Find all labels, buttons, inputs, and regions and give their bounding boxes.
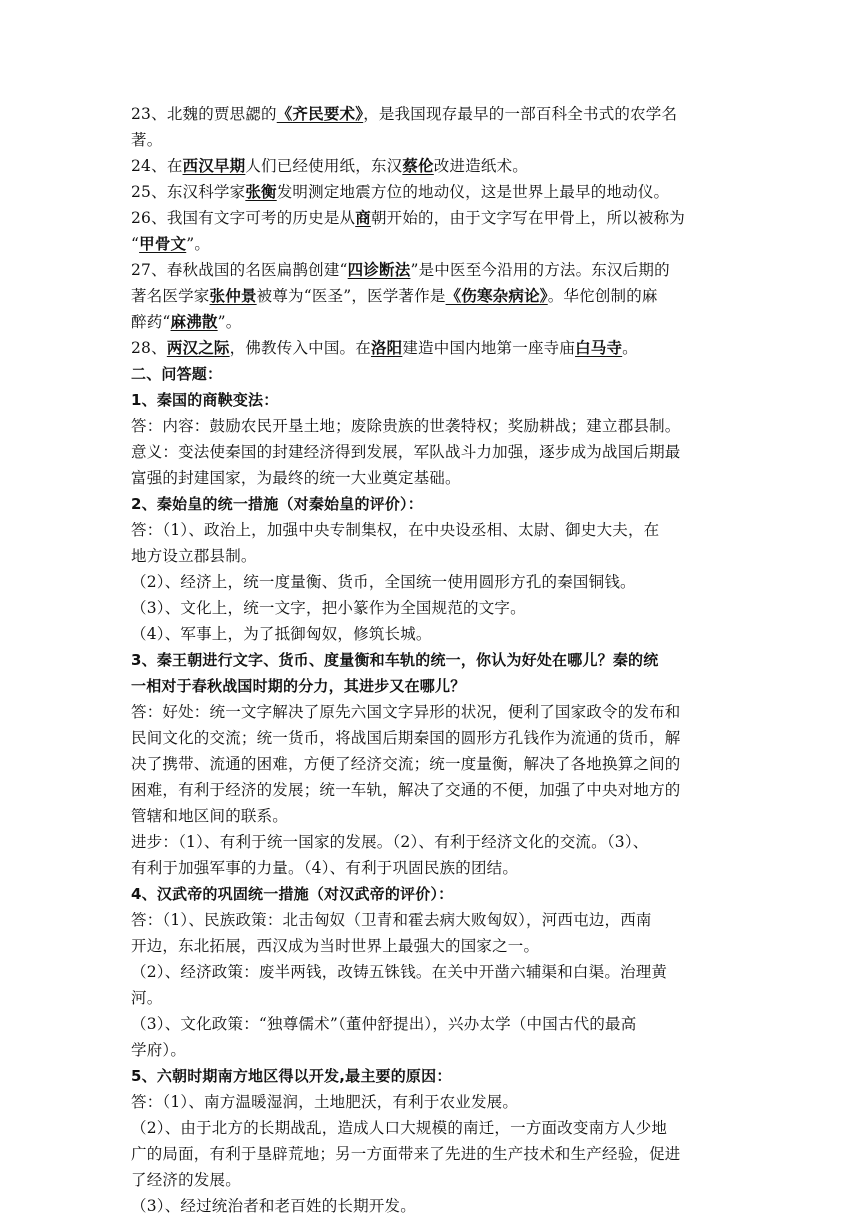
text-segment: 26、我国有文字可考的历史是从 [131,209,356,227]
text-segment: 改进造纸术。 [433,157,528,175]
text-segment: 。 [622,339,638,357]
text-segment: （3）、文化政策：“独尊儒术”（董仲舒提出），兴办太学（中国古代的最高 [131,1015,637,1033]
key-term: 甲骨文 [139,235,187,253]
text-line [131,127,731,153]
text-segment: 。华佗创制的麻 [547,287,658,305]
text-segment: （2）、经济上，统一度量衡、货币，全国统一使用圆形方孔的秦国铜钱。 [131,573,636,591]
text-segment: 答：（1）、南方温暖湿润，土地肥沃，有利于农业发展。 [131,1093,519,1111]
text-line [131,855,731,881]
text-line [131,335,731,361]
text-line [131,1089,731,1115]
section-heading [131,491,731,517]
text-segment: 发明测定地震方位的地动仪，这是世界上最早的地动仪。 [276,183,670,201]
text-segment: （3）、经过统治者和老百姓的长期开发。 [131,1197,416,1215]
text-segment: 5、六朝时期南方地区得以开发,最主要的原因： [131,1067,452,1085]
key-term: 商 [355,209,371,227]
text-segment: 2、秦始皇的统一措施（对秦始皇的评价）： [131,495,423,513]
text-segment: 开边，东北拓展，西汉成为当时世界上最强大的国家之一。 [131,937,540,955]
text-line [131,1037,731,1063]
text-line [131,1141,731,1167]
text-segment: 学府）。 [131,1041,187,1059]
text-segment: 一相对于春秋战国时期的分力，其进步又在哪儿？ [131,677,466,695]
key-term: 蔡伦 [402,157,434,175]
key-term: 张仲景 [209,287,257,305]
text-segment: 23、北魏的贾思勰的 [131,105,277,123]
text-line [131,465,731,491]
text-line [131,439,731,465]
section-heading [131,361,731,387]
text-line [131,101,731,127]
text-line [131,1011,731,1037]
text-segment: 朝开始的，由于文字写在甲骨上，所以被称为 [370,209,685,227]
text-line [131,959,731,985]
text-segment: 24、在 [131,157,183,175]
text-segment: 3、秦王朝进行文字、货币、度量衡和车轨的统一，你认为好处在哪儿？秦的统 [131,651,659,669]
text-segment: 1、秦国的商鞅变法： [131,391,279,409]
text-segment: 被尊为“医圣”，医学著作是 [256,287,446,305]
text-line [131,205,731,231]
section-heading [131,1063,731,1089]
key-term: 《伤寒杂病论》 [445,287,548,305]
text-segment: 28、 [131,339,167,357]
text-segment: 醉药“ [131,313,171,331]
text-line [131,803,731,829]
text-line [131,309,731,335]
text-segment: 地方设立郡县制。 [131,547,257,565]
key-term: 张衡 [245,183,277,201]
text-line [131,1115,731,1141]
text-line [131,1193,731,1219]
text-segment: 管辖和地区间的联系。 [131,807,289,825]
text-line [131,985,731,1011]
text-line [131,777,731,803]
key-term: 四诊断法 [347,261,411,279]
text-segment: 建造中国内地第一座寺庙 [402,339,576,357]
text-segment: ，佛教传入中国。在 [229,339,371,357]
text-segment: 答：内容：鼓励农民开垦土地；废除贵族的世袭特权；奖励耕战；建立郡县制。 [131,417,681,435]
text-line [131,699,731,725]
text-segment: 人们已经使用纸，东汉 [245,157,403,175]
text-segment: 答：（1）、政治上，加强中央专制集权，在中央设丞相、太尉、御史大夫，在 [131,521,660,539]
text-segment: （3）、文化上，统一文字，把小篆作为全国规范的文字。 [131,599,526,617]
text-segment: 了经济的发展。 [131,1171,241,1189]
text-line [131,231,731,257]
text-segment: （2）、经济政策：废半两钱，改铸五铢钱。在关中开凿六辅渠和白渠。治理黄 [131,963,668,981]
text-segment: ”是中医至今沿用的方法。东汉后期的 [410,261,670,279]
section-heading [131,881,731,907]
text-line [131,517,731,543]
text-segment: 进步：（1）、有利于统一国家的发展。（2）、有利于经济文化的交流。（3）、 [131,833,649,851]
text-segment: 民间文化的交流；统一货币，将战国后期秦国的圆形方孔钱作为流通的货币，解 [131,729,681,747]
text-line [131,595,731,621]
text-segment: 著名医学家 [131,287,210,305]
text-line [131,1167,731,1193]
text-line [131,751,731,777]
text-line [131,621,731,647]
text-segment: 27、春秋战国的名医扁鹊创建“ [131,261,348,279]
text-segment: 困难，有利于经济的发展；统一车轨，解决了交通的不便，加强了中央对地方的 [131,781,681,799]
text-line [131,257,731,283]
section-heading [131,387,731,413]
key-term: 洛阳 [370,339,403,357]
text-line [131,283,731,309]
text-segment: 4、汉武帝的巩固统一措施（对汉武帝的评价）： [131,885,454,903]
text-line [131,569,731,595]
text-segment: 著。 [131,131,163,149]
key-term: 两汉之际 [166,339,230,357]
text-segment: 决了携带、流通的困难，方便了经济交流；统一度量衡，解决了各地换算之间的 [131,755,681,773]
text-line [131,543,731,569]
section-heading [131,647,731,673]
key-term: 西汉早期 [182,157,246,175]
text-segment: ”。 [186,235,211,253]
text-segment: 有利于加强军事的力量。（4）、有利于巩固民族的团结。 [131,859,519,877]
key-term: 麻沸散 [170,313,218,331]
text-line [131,153,731,179]
text-line [131,413,731,439]
text-segment: 25、东汉科学家 [131,183,246,201]
text-segment: “ [131,235,140,253]
document-body [131,101,731,1219]
text-line [131,725,731,751]
text-line [131,179,731,205]
text-line [131,829,731,855]
text-segment: 河。 [131,989,163,1007]
text-segment: 意义：变法使秦国的封建经济得到发展，军队战斗力加强，逐步成为战国后期最 [131,443,681,461]
key-term: 白马寺 [575,339,623,357]
text-segment: （2）、由于北方的长期战乱，造成人口大规模的南迁，一方面改变南方人少地 [131,1119,668,1137]
section-heading [131,673,731,699]
text-segment: 富强的封建国家，为最终的统一大业奠定基础。 [131,469,461,487]
text-segment: 二、问答题： [131,365,223,383]
text-line [131,933,731,959]
key-term: 《齐民要术》 [276,105,364,123]
text-segment: 答：好处：统一文字解决了原先六国文字异形的状况，便利了国家政令的发布和 [131,703,681,721]
text-segment: （4）、军事上，为了抵御匈奴，修筑长城。 [131,625,432,643]
text-line [131,907,731,933]
text-segment: 答：（1）、民族政策：北击匈奴（卫青和霍去病大败匈奴），河西屯边，西南 [131,911,652,929]
text-segment: ”。 [217,313,242,331]
text-segment: 广的局面，有利于垦辟荒地；另一方面带来了先进的生产技术和生产经验，促进 [131,1145,681,1163]
text-segment: ，是我国现存最早的一部百科全书式的农学名 [363,105,678,123]
